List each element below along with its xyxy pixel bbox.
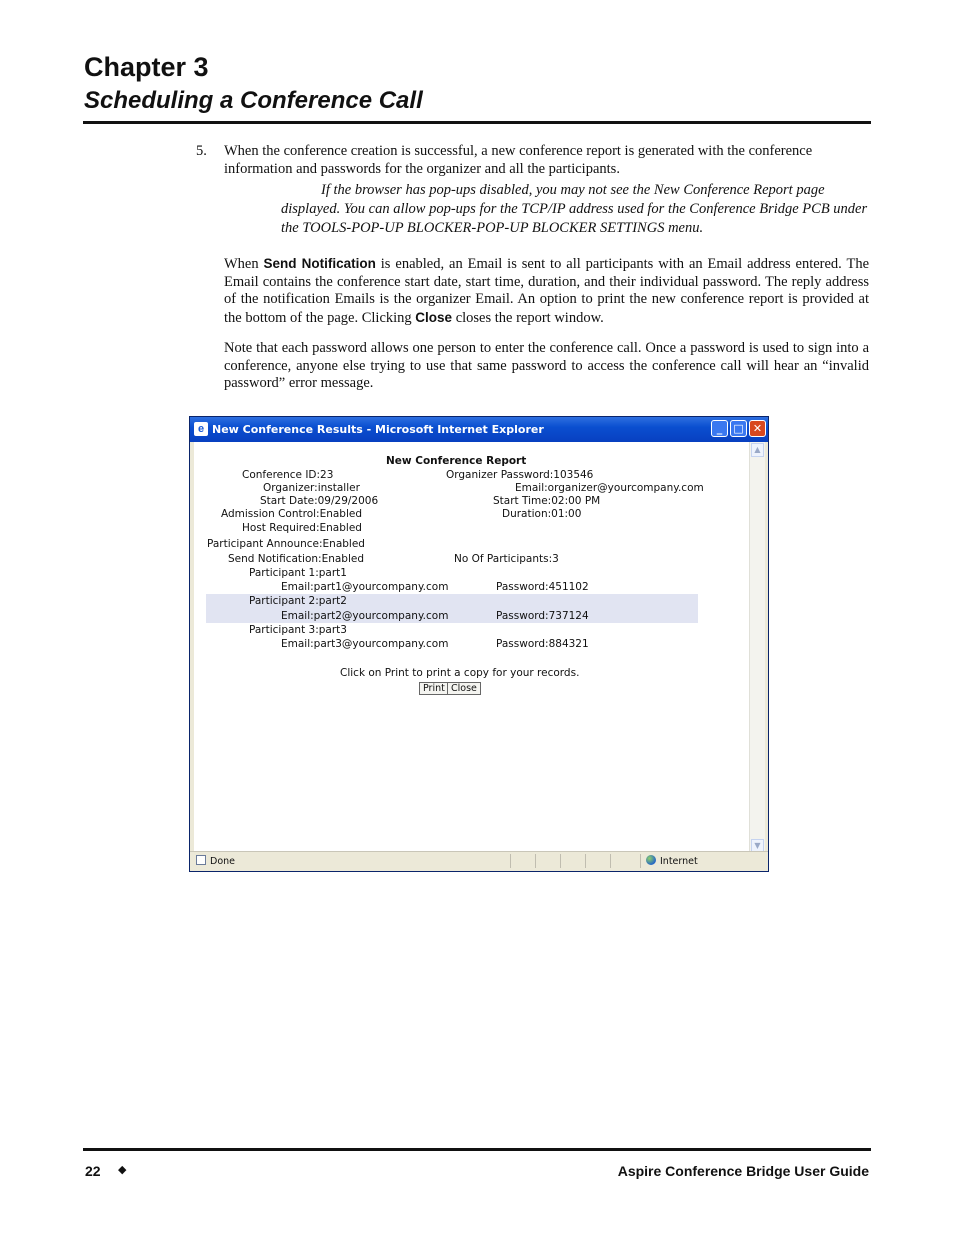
participant-password: Password:737124 — [496, 610, 589, 622]
organizer-password: Organizer Password:103546 — [446, 469, 594, 481]
start-time: Start Time:02:00 PM — [493, 495, 601, 507]
report-title: New Conference Report — [386, 455, 527, 467]
para-text: is enabled, an Email is sent to all participants with an Email address entered. The Email contains the conference start date, start time, duration, and their individual password. The reply address of the notification Emails is the organizer Email. An option to print the new conference report is provided at the bottom of the page. Clicking — [224, 256, 870, 326]
status-divider — [535, 854, 536, 868]
vertical-scrollbar[interactable] — [749, 442, 765, 854]
status-done-label: Done — [210, 856, 235, 867]
participant-name: Participant 2:part2 — [249, 595, 347, 607]
organizer-email: Email:organizer@yourcompany.com — [515, 482, 704, 494]
start-date: Start Date:09/29/2006 — [260, 495, 379, 507]
duration: Duration:01:00 — [502, 508, 582, 520]
security-zone — [646, 855, 698, 867]
status-divider — [610, 854, 611, 868]
participant-password: Password:884321 — [496, 638, 589, 650]
participant-count: No Of Participants:3 — [454, 553, 559, 565]
page-icon — [196, 855, 206, 865]
zone-label: Internet — [660, 856, 698, 867]
host-required: Host Required:Enabled — [242, 522, 362, 534]
step-text: When the conference creation is successful, a new conference report is generated with the conference information and passwords for the organizer and all the participants. — [224, 143, 813, 177]
password-paragraph: Note that each password allows one person to enter the conference call. Once a password is used to sign into a conference, anyone else trying to use that same password to access the conference call will hear an “invalid password” error message. — [224, 340, 869, 391]
admission-control: Admission Control:Enabled — [221, 508, 363, 520]
participant-password: Password:451102 — [496, 581, 589, 593]
participant-email: Email:part3@yourcompany.com — [281, 638, 449, 650]
chapter-subtitle: Scheduling a Conference Call — [84, 87, 423, 114]
step-number: 5. — [196, 143, 207, 159]
browser-window — [189, 416, 769, 872]
participant-email: Email:part2@yourcompany.com — [281, 610, 449, 622]
header-rule — [83, 121, 871, 124]
conference-id: Conference ID:23 — [242, 469, 334, 481]
send-notification-keyword: Send Notification — [263, 256, 376, 271]
close-keyword: Close — [415, 309, 453, 325]
diamond-icon: ◆ — [118, 1163, 127, 1176]
status-divider — [560, 854, 561, 868]
print-button[interactable]: Print — [419, 682, 449, 695]
close-icon[interactable]: ✕ — [749, 420, 766, 437]
participant-email: Email:part1@yourcompany.com — [281, 581, 449, 593]
status-text — [196, 855, 235, 867]
print-instructions: Click on Print to print a copy for your records. — [340, 667, 580, 679]
status-divider — [585, 854, 586, 868]
ie-icon: e — [194, 422, 208, 436]
maximize-icon[interactable]: □ — [730, 420, 747, 437]
organizer: Organizer:installer — [263, 482, 360, 494]
participant-announce: Participant Announce:Enabled — [207, 538, 365, 550]
scroll-down-icon[interactable]: ▼ — [751, 839, 764, 853]
report-page — [194, 442, 755, 854]
title-bar[interactable] — [190, 417, 768, 442]
globe-icon — [646, 855, 656, 865]
send-notification: Send Notification:Enabled — [228, 553, 364, 565]
footer-rule — [83, 1148, 871, 1151]
para-text: When — [224, 256, 264, 272]
page-number: 22 — [85, 1163, 101, 1179]
participant-name: Participant 3:part3 — [249, 624, 347, 636]
send-notification-paragraph — [224, 255, 869, 327]
window-title: New Conference Results - Microsoft Internet Explorer — [212, 423, 544, 436]
para-text: closes the report window. — [452, 309, 604, 326]
chapter-heading: Chapter 3 — [84, 52, 209, 82]
popup-note: If the browser has pop-ups disabled, you may not see the New Conference Report page displayed. You can allow pop-ups for the TCP/IP address used for the Conference Bridge PCB under the TOOLS-POP-UP BLOCKER-POP-UP BLOCKER SETTINGS menu. — [281, 182, 868, 236]
scroll-up-icon[interactable]: ▲ — [751, 443, 764, 457]
participant-name: Participant 1:part1 — [249, 567, 347, 579]
minimize-icon[interactable]: _ — [711, 420, 728, 437]
guide-title: Aspire Conference Bridge User Guide — [617, 1163, 869, 1179]
close-button[interactable]: Close — [447, 682, 481, 695]
status-bar — [190, 851, 768, 871]
status-divider — [510, 854, 511, 868]
status-divider — [640, 854, 641, 868]
